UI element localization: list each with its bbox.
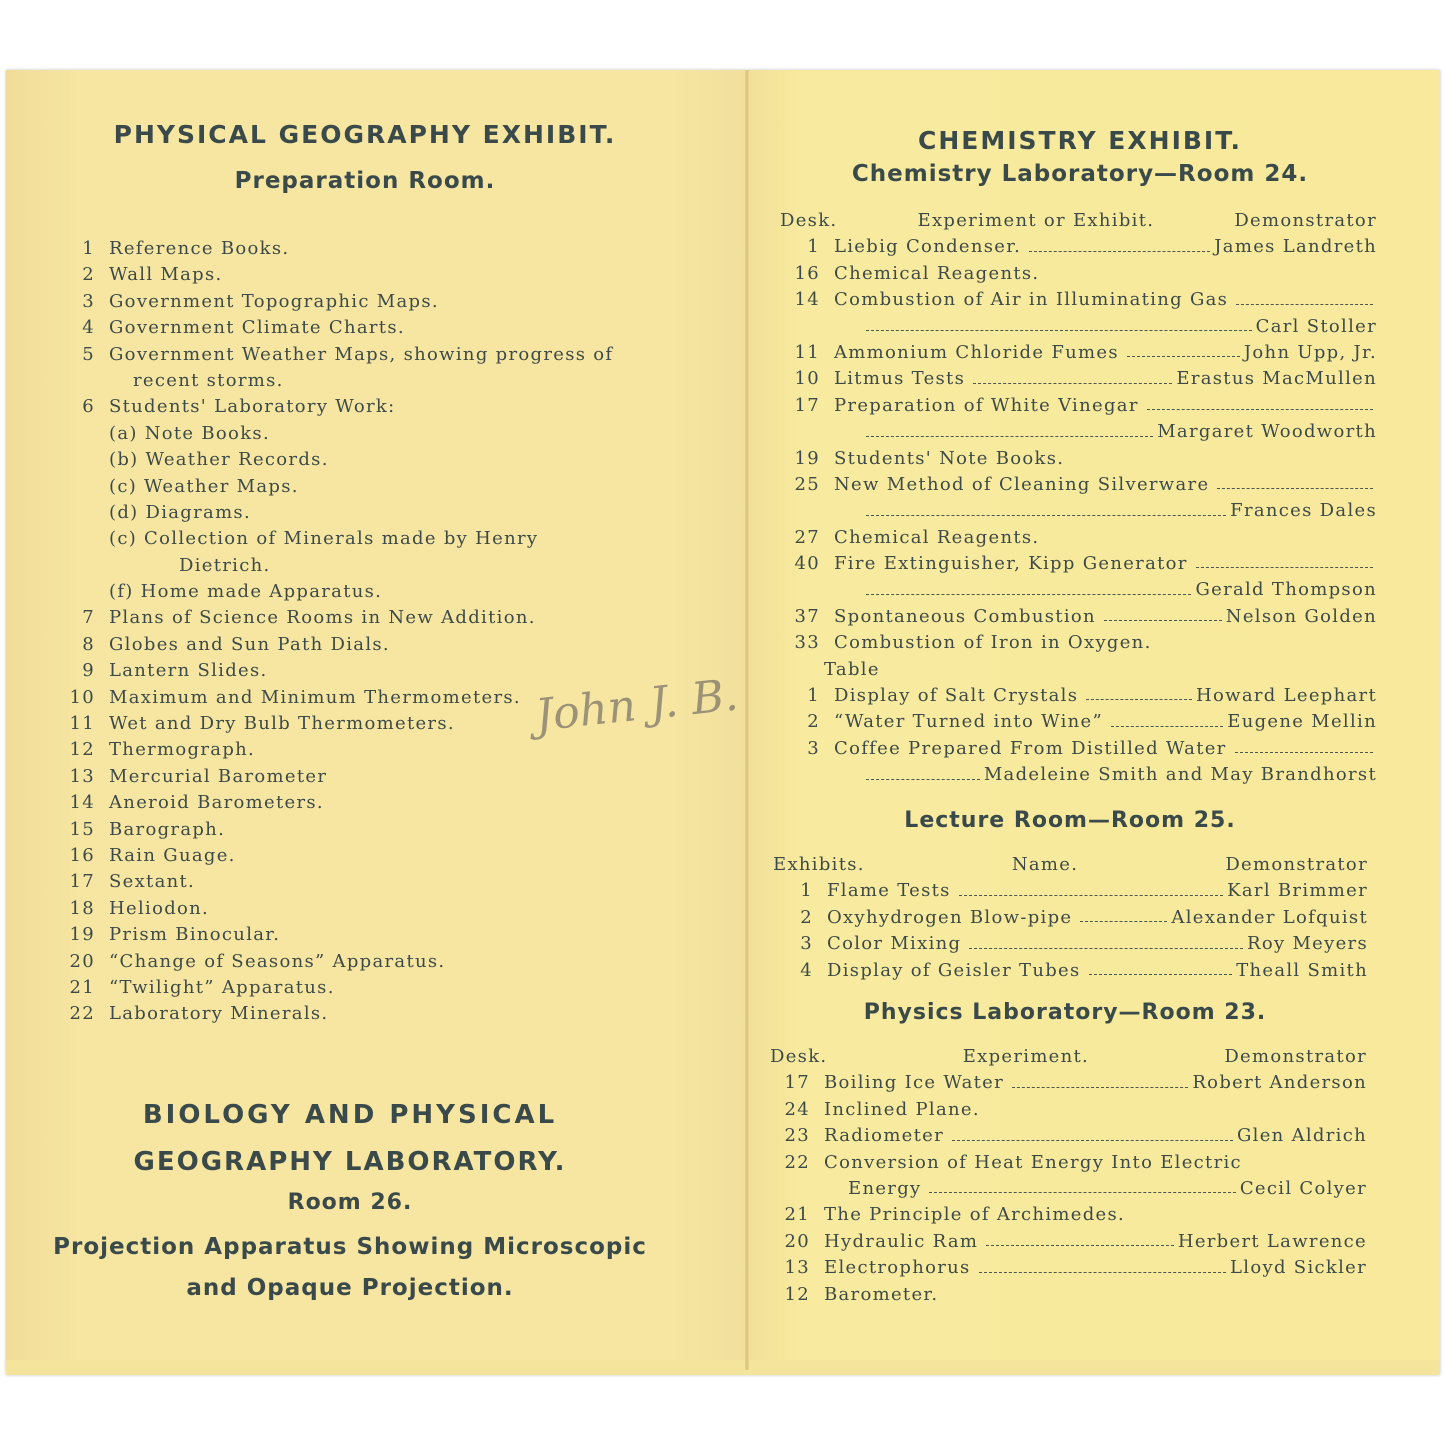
- item-number: 2: [800, 906, 813, 928]
- list-item: [770, 1097, 1367, 1123]
- item-number: [770, 1176, 824, 1202]
- item-text: Sextant.: [109, 871, 196, 893]
- list-item: [55, 553, 665, 579]
- item-number: 1: [807, 685, 820, 707]
- list-item: [780, 762, 1377, 788]
- item-text: Heliodon.: [109, 897, 210, 919]
- lecture-room-table: [773, 852, 1368, 984]
- item-number: 21: [784, 1204, 810, 1226]
- item-text: Conversion of Heat Energy Into Electric: [824, 1151, 1242, 1173]
- chemistry-lab-title: Chemistry Laboratory—Room 24.: [851, 161, 1309, 187]
- list-item: [55, 658, 665, 684]
- biology-title-line1: BIOLOGY AND PHYSICAL: [142, 1100, 558, 1130]
- item-number: 14: [69, 792, 95, 814]
- item-text: Chemical Reagents.: [834, 262, 1040, 284]
- item-number: 20: [784, 1230, 810, 1252]
- item-number: 21: [69, 976, 95, 998]
- leader-dashes: [1147, 393, 1373, 410]
- list-item: [55, 632, 665, 658]
- column-header: Desk.: [770, 1046, 828, 1067]
- list-item: [55, 474, 665, 500]
- list-item: [780, 683, 1377, 709]
- item-number: 40: [794, 553, 820, 575]
- projection-line2: and Opaque Projection.: [186, 1275, 514, 1301]
- item-text: [834, 762, 858, 788]
- item-number: 16: [69, 844, 95, 866]
- item-number: 5: [82, 343, 95, 365]
- item-number: 19: [69, 924, 95, 946]
- item-text: Students' Note Books.: [834, 447, 1065, 469]
- item-number: 8: [82, 633, 95, 655]
- item-text: Display of Salt Crystals: [834, 685, 1079, 707]
- item-text: Laboratory Minerals.: [109, 1003, 329, 1025]
- handwritten-signature: John J. B.: [532, 669, 741, 742]
- item-number: 7: [82, 607, 95, 629]
- demonstrator-name: Erastus MacMullen: [1176, 368, 1377, 390]
- demonstrator-name: Carl Stoller: [1255, 315, 1377, 337]
- leader-dashes: [866, 498, 1226, 515]
- table-header-row: [780, 208, 1377, 234]
- table-header-row: [770, 1044, 1367, 1070]
- list-item: [780, 657, 1377, 683]
- item-number: [55, 447, 109, 473]
- list-item: [55, 922, 665, 948]
- item-number: 4: [82, 317, 95, 339]
- item-text: Mercurial Barometer: [109, 765, 328, 787]
- item-text: (d) Diagrams.: [109, 501, 251, 523]
- item-text: Barometer.: [824, 1283, 939, 1305]
- item-text: (a) Note Books.: [109, 422, 270, 444]
- list-item: [55, 949, 665, 975]
- list-item: [55, 605, 665, 631]
- demonstrator-name: Glen Aldrich: [1236, 1125, 1367, 1147]
- item-number: 1: [800, 880, 813, 902]
- item-number: [780, 577, 834, 603]
- leader-dashes: [1086, 683, 1192, 700]
- demonstrator-name: Gerald Thompson: [1195, 579, 1377, 601]
- demonstrator-name: John Upp, Jr.: [1243, 341, 1377, 363]
- list-item: [55, 843, 665, 869]
- leader-dashes: [959, 878, 1223, 895]
- table-header-row: [773, 852, 1368, 878]
- item-number: 9: [82, 660, 95, 682]
- item-text: Prism Binocular.: [109, 924, 281, 946]
- item-number: 24: [784, 1098, 810, 1120]
- projection-line1: Projection Apparatus Showing Microscopic: [53, 1234, 647, 1260]
- list-item: [55, 447, 665, 473]
- list-item: [55, 869, 665, 895]
- item-number: [55, 526, 109, 552]
- item-number: 11: [69, 713, 95, 735]
- list-item: [55, 342, 665, 368]
- item-number: 1: [82, 238, 95, 259]
- leader-dashes: [1217, 472, 1373, 489]
- list-item: [55, 262, 665, 288]
- list-item: [770, 1229, 1367, 1255]
- leader-dashes: [973, 366, 1172, 383]
- list-item: [780, 604, 1377, 630]
- physics-lab-table: [770, 1044, 1367, 1308]
- leader-dashes: [986, 1229, 1174, 1246]
- list-item: [770, 1176, 1367, 1202]
- list-item: [55, 236, 665, 262]
- leader-dashes: [969, 931, 1243, 948]
- item-text: Energy: [848, 1177, 922, 1199]
- item-number: 27: [794, 526, 820, 548]
- item-number: [55, 474, 109, 500]
- list-item: [55, 421, 665, 447]
- item-number: 37: [794, 605, 820, 627]
- item-number: [780, 762, 834, 788]
- list-item: [770, 1123, 1367, 1149]
- item-number: 19: [794, 447, 820, 469]
- leader-dashes: [1029, 234, 1210, 251]
- item-text: Preparation of White Vinegar: [834, 394, 1139, 416]
- leader-dashes: [866, 314, 1252, 331]
- column-header: Name.: [1011, 854, 1079, 875]
- lecture-room-title: Lecture Room—Room 25.: [904, 808, 1236, 833]
- item-text: [834, 419, 858, 445]
- demonstrator-name: Howard Leephart: [1196, 685, 1377, 707]
- item-number: [780, 498, 834, 524]
- item-number: [55, 500, 109, 526]
- demonstrator-name: Roy Meyers: [1246, 933, 1368, 955]
- leader-dashes: [1235, 736, 1373, 753]
- demonstrator-name: Lloyd Sickler: [1230, 1257, 1367, 1279]
- item-text: Globes and Sun Path Dials.: [109, 633, 390, 655]
- item-text: Inclined Plane.: [824, 1098, 980, 1120]
- page-fold: [745, 70, 749, 1370]
- item-text: Dietrich.: [179, 554, 271, 576]
- item-number: 22: [784, 1151, 810, 1173]
- item-text: Display of Geisler Tubes: [827, 959, 1081, 981]
- item-number: 6: [82, 396, 95, 418]
- item-text: Plans of Science Rooms in New Addition.: [109, 607, 536, 629]
- biology-room-number: Room 26.: [287, 1190, 413, 1215]
- list-item: [55, 500, 665, 526]
- chemistry-lab-table: [780, 208, 1377, 789]
- leader-dashes: [1127, 340, 1240, 357]
- list-item: [780, 340, 1377, 366]
- leader-dashes: [1236, 287, 1373, 304]
- item-number: 13: [784, 1257, 810, 1279]
- list-item: [780, 261, 1377, 287]
- item-text: Liebig Condenser.: [834, 236, 1022, 258]
- demonstrator-name: Madeleine Smith and May Brandhorst: [983, 764, 1377, 786]
- list-item: [55, 315, 665, 341]
- item-number: 3: [807, 737, 820, 759]
- list-item: [780, 419, 1377, 445]
- leader-dashes: [1080, 905, 1167, 922]
- item-number: 3: [82, 290, 95, 312]
- item-number: 2: [82, 264, 95, 286]
- list-item: [780, 234, 1377, 260]
- demonstrator-name: James Landreth: [1214, 236, 1377, 258]
- list-item: [780, 498, 1377, 524]
- demonstrator-name: Eugene Mellin: [1227, 711, 1377, 733]
- leader-dashes: [1196, 551, 1373, 568]
- item-text: Wet and Dry Bulb Thermometers.: [109, 713, 455, 735]
- list-item: [780, 314, 1377, 340]
- item-number: 10: [69, 686, 95, 708]
- item-text: Chemical Reagents.: [834, 526, 1040, 548]
- item-number: 23: [784, 1125, 810, 1147]
- list-item: [55, 790, 665, 816]
- list-item: [780, 736, 1377, 762]
- list-item: [780, 366, 1377, 392]
- list-item: [780, 446, 1377, 472]
- leader-dashes: [866, 577, 1191, 594]
- item-text: [834, 577, 858, 603]
- list-item: [773, 958, 1368, 984]
- list-item: [780, 709, 1377, 735]
- demonstrator-name: Theall Smith: [1236, 959, 1368, 981]
- item-number: 25: [794, 473, 820, 495]
- column-header: Demonstrator: [1225, 854, 1368, 875]
- list-item: [773, 905, 1368, 931]
- item-number: 17: [794, 394, 820, 416]
- item-number: 22: [69, 1003, 95, 1025]
- column-header: Desk.: [780, 210, 838, 231]
- item-number: [55, 368, 109, 394]
- leader-dashes: [1104, 604, 1222, 621]
- list-item: [55, 526, 665, 552]
- list-item: [55, 394, 665, 420]
- demonstrator-name: Alexander Lofquist: [1171, 906, 1368, 928]
- item-text: The Principle of Archimedes.: [824, 1204, 1126, 1226]
- item-number: 20: [69, 950, 95, 972]
- item-number: [55, 579, 109, 605]
- list-item: [773, 931, 1368, 957]
- item-text: Electrophorus: [824, 1257, 971, 1279]
- item-text: [834, 498, 858, 524]
- item-number: 16: [794, 262, 820, 284]
- column-header: Demonstrator: [1224, 1046, 1367, 1067]
- list-item: [780, 287, 1377, 313]
- leader-dashes: [979, 1255, 1226, 1272]
- demonstrator-name: Karl Brimmer: [1227, 880, 1368, 902]
- list-item: [780, 472, 1377, 498]
- list-item: [773, 878, 1368, 904]
- item-text: Aneroid Barometers.: [109, 792, 324, 814]
- item-text: Ammonium Chloride Fumes: [834, 341, 1119, 363]
- list-item: [780, 393, 1377, 419]
- demonstrator-name: Cecil Colyer: [1239, 1177, 1367, 1199]
- list-item: [780, 630, 1377, 656]
- item-text: New Method of Cleaning Silverware: [834, 473, 1210, 495]
- item-text: Litmus Tests: [834, 368, 966, 390]
- list-item: [55, 1001, 665, 1027]
- item-text: Radiometer: [824, 1125, 945, 1147]
- leader-dashes: [866, 762, 980, 779]
- item-text: Oxyhydrogen Blow-pipe: [827, 906, 1073, 928]
- leader-dashes: [1111, 709, 1223, 726]
- item-number: 17: [784, 1072, 810, 1094]
- demonstrator-name: Nelson Golden: [1225, 605, 1377, 627]
- list-item: [770, 1070, 1367, 1096]
- item-text: (b) Weather Records.: [109, 449, 329, 471]
- list-item: [55, 368, 665, 394]
- item-number: 4: [800, 959, 813, 981]
- item-text: recent storms.: [133, 369, 284, 391]
- list-item: [55, 737, 665, 763]
- item-number: [55, 421, 109, 447]
- preparation-room-list: [55, 236, 665, 1028]
- item-text: (c) Collection of Minerals made by Henry: [109, 528, 539, 550]
- item-text: Combustion of Air in Illuminating Gas: [834, 289, 1229, 311]
- item-text: [834, 314, 858, 340]
- item-text: Table: [824, 658, 880, 680]
- leader-dashes: [1089, 958, 1233, 975]
- item-text: Combustion of Iron in Oxygen.: [834, 632, 1152, 654]
- list-item: [55, 975, 665, 1001]
- item-number: [780, 419, 834, 445]
- item-number: 1: [807, 236, 820, 258]
- biology-title-line2: GEOGRAPHY LABORATORY.: [133, 1147, 567, 1177]
- item-text: (f) Home made Apparatus.: [109, 581, 383, 603]
- item-text: Government Topographic Maps.: [109, 290, 439, 312]
- item-text: “Change of Seasons” Apparatus.: [109, 950, 446, 972]
- item-text: “Water Turned into Wine”: [834, 711, 1104, 733]
- item-text: Wall Maps.: [109, 264, 223, 286]
- item-text: Spontaneous Combustion: [834, 605, 1096, 627]
- column-header: Demonstrator: [1234, 210, 1377, 231]
- item-number: 10: [794, 368, 820, 390]
- leader-dashes: [952, 1123, 1233, 1140]
- item-text: Hydraulic Ram: [824, 1230, 979, 1252]
- item-text: Fire Extinguisher, Kipp Generator: [834, 553, 1188, 575]
- item-text: Barograph.: [109, 818, 226, 840]
- list-item: [780, 577, 1377, 603]
- column-header: Exhibits.: [773, 854, 865, 875]
- item-text: Rain Guage.: [109, 844, 236, 866]
- item-number: 33: [794, 632, 820, 654]
- item-number: 2: [807, 711, 820, 733]
- item-text: Boiling Ice Water: [824, 1072, 1004, 1094]
- item-text: Color Mixing: [827, 933, 962, 955]
- item-number: [780, 314, 834, 340]
- chemistry-exhibit-title: CHEMISTRY EXHIBIT.: [918, 126, 1242, 155]
- list-item: [770, 1282, 1367, 1308]
- list-item: [55, 289, 665, 315]
- list-item: [780, 551, 1377, 577]
- demonstrator-name: Herbert Lawrence: [1177, 1230, 1367, 1252]
- physical-geography-title: PHYSICAL GEOGRAPHY EXHIBIT.: [113, 120, 617, 149]
- item-text: Coffee Prepared From Distilled Water: [834, 737, 1227, 759]
- item-text: Thermograph.: [109, 739, 256, 761]
- list-item: [780, 525, 1377, 551]
- list-item: [55, 896, 665, 922]
- preparation-room-subtitle: Preparation Room.: [234, 168, 496, 194]
- item-text: Government Climate Charts.: [109, 317, 405, 339]
- item-number: 14: [794, 289, 820, 311]
- item-text: Reference Books.: [109, 238, 290, 259]
- item-number: 12: [784, 1283, 810, 1305]
- item-number: 18: [69, 897, 95, 919]
- list-item: [55, 579, 665, 605]
- leader-dashes: [1012, 1070, 1188, 1087]
- list-item: [770, 1255, 1367, 1281]
- demonstrator-name: Margaret Woodworth: [1157, 421, 1377, 443]
- item-text: Students' Laboratory Work:: [109, 396, 396, 418]
- item-text: “Twilight” Apparatus.: [109, 976, 335, 998]
- item-number: [55, 553, 109, 579]
- item-text: Flame Tests: [827, 880, 951, 902]
- item-number: 17: [69, 871, 95, 893]
- item-text: Lantern Slides.: [109, 660, 268, 682]
- item-number: 11: [794, 341, 820, 363]
- demonstrator-name: Frances Dales: [1230, 500, 1377, 522]
- item-number: 13: [69, 765, 95, 787]
- list-item: [55, 764, 665, 790]
- item-text: (c) Weather Maps.: [109, 475, 299, 497]
- item-text: Government Weather Maps, showing progress of: [109, 343, 614, 365]
- column-header: Experiment or Exhibit.: [917, 210, 1155, 231]
- demonstrator-name: Robert Anderson: [1192, 1072, 1367, 1094]
- list-item: [55, 817, 665, 843]
- column-header: Experiment.: [962, 1046, 1090, 1067]
- physics-lab-title: Physics Laboratory—Room 23.: [863, 1000, 1267, 1025]
- list-item: [770, 1150, 1367, 1176]
- item-text: Maximum and Minimum Thermometers.: [109, 686, 521, 708]
- leader-dashes: [866, 419, 1153, 436]
- item-number: 15: [69, 818, 95, 840]
- item-number: 12: [69, 739, 95, 761]
- leader-dashes: [929, 1176, 1235, 1193]
- list-item: [770, 1202, 1367, 1228]
- item-number: 3: [800, 933, 813, 955]
